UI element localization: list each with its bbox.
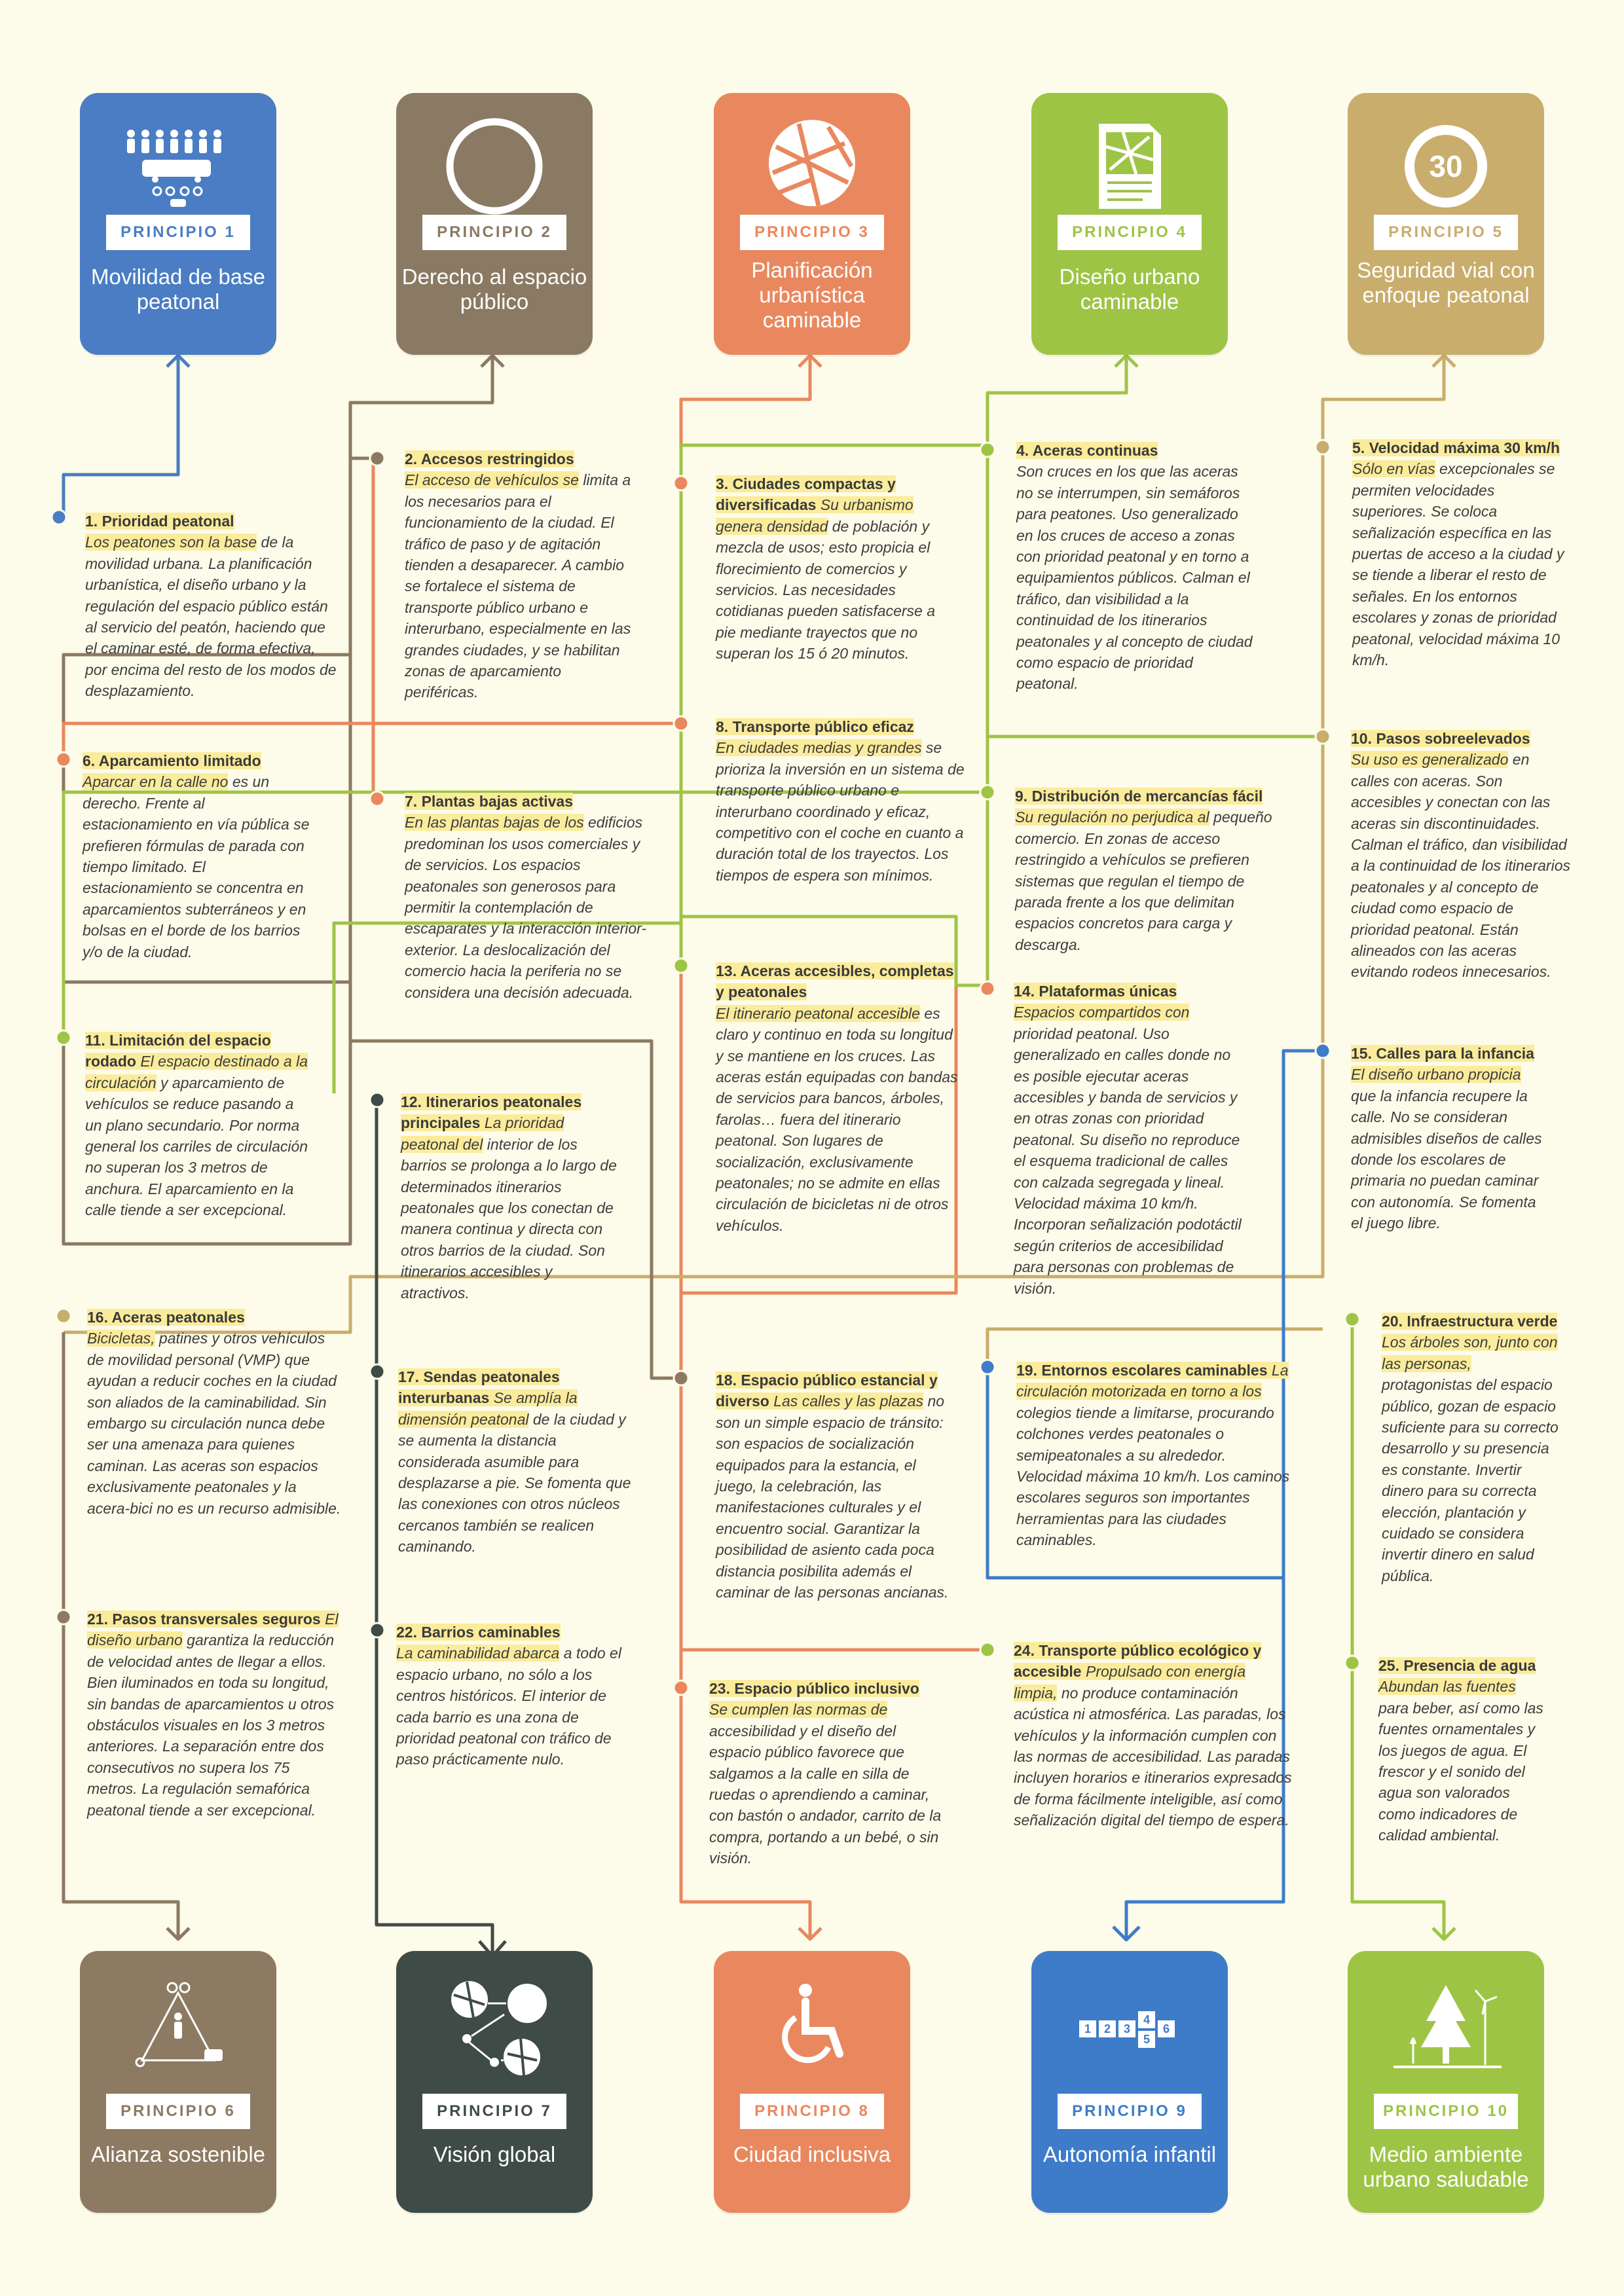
item-text: colegios tiende a limitarse, procurando colchones verdes peatonales o semipeatonales a su alrededor. Velocidad máxima 10 km/h. Los caminos escolares seguros son importantes herramientas para las ciudades caminables. xyxy=(1016,1404,1290,1549)
hopscotch-6: 6 xyxy=(1162,2022,1170,2035)
item-13 xyxy=(716,960,958,1236)
item-text: excepcionales se permiten velocidades superiores. Se coloca señalización específica en las puertas de acceso a la ciudad y se tiende a liberar el resto de señales. En los entornos escolares y zonas de prioridad peatonal, velocidad máxima 10 km/h. xyxy=(1352,460,1564,669)
item-20 xyxy=(1382,1311,1565,1586)
item-text: se prioriza la inversión en un sistema de transporte público urbano e interurbano coordinado y eficaz, competitivo con el coche en cuanto a duración total de los trayectos. Los tiempos de espera son mínimos. xyxy=(716,739,965,884)
item-text: de la movilidad urbana. La planificación urbanística, el diseño urbano y la regulación del espacio público están al servicio del peatón, haciendo que el caminar esté, de forma efectiva, por encima del resto de los modos de desplazamiento. xyxy=(85,534,337,700)
item-text: garantiza la reducción de velocidad antes de llegar a ellos. Bien iluminados en toda su longitud, sin bandas de aparcamientos u otros obstáculos visuales en los 3 metros anteriores. La separación entre dos consecutivos no supera los 75 metros. La regulación semafórica peatonal tiende a ser excepcional. xyxy=(87,1631,335,1819)
item-14 xyxy=(1014,981,1246,1299)
principle-title: Seguridad vial con enfoque peatonal xyxy=(1357,258,1535,307)
item-lead: El diseño urbano xyxy=(87,1611,339,1649)
item-lead: Aparcar en la calle no xyxy=(83,773,229,791)
principle-label: PRINCIPIO 1 xyxy=(106,215,250,250)
item-text: Son cruces en los que las aceras no se interrumpen, sin semáforos para peatones. Uso generalizado en los cruces de acceso a zonas con prioridad peatonal y en torno a equipamientos públicos. Calman el tráfico, dan visibilidad a la continuidad de los itinerarios peatonales y al concepto de ciudad como espacio de prioridad peatonal. xyxy=(1016,463,1253,693)
hopscotch-4: 4 xyxy=(1143,2013,1151,2026)
hopscotch-1: 1 xyxy=(1084,2022,1092,2035)
item-title: 10. Pasos sobreelevados xyxy=(1351,730,1530,747)
speed-limit-text: 30 xyxy=(1429,149,1463,183)
item-5 xyxy=(1352,437,1568,670)
item-lead: Se amplía la dimensión peatonal xyxy=(398,1389,578,1428)
item-text: a todo el espacio urbano, no sólo a los centros históricos. El interior de cada barrio es una zona de prioridad peatonal con tráfico de paso prácticamente nulo. xyxy=(396,1645,621,1768)
item-16 xyxy=(87,1307,342,1519)
principle-7-card xyxy=(396,1951,593,2213)
principle-9-card xyxy=(1031,1951,1228,2213)
principle-label: PRINCIPIO 8 xyxy=(740,2094,884,2129)
item-title: 21. Pasos transversales seguros xyxy=(87,1611,321,1628)
item-text: pequeño comercio. En zonas de acceso restringido a vehículos se prefieren sistemas que regulan el tiempo de parada frente a los que delimitan espacios concretos para carga y descarga. xyxy=(1015,809,1272,953)
item-title: 5. Velocidad máxima 30 km/h xyxy=(1352,439,1560,456)
connector-p1 xyxy=(64,357,178,517)
principle-6-card xyxy=(80,1951,276,2213)
item-lead: Las calles y las plazas xyxy=(769,1393,924,1410)
principle-title: Ciudad inclusiva xyxy=(733,2142,891,2166)
item-10 xyxy=(1351,728,1570,983)
item-lead: Su regulación no perjudica al xyxy=(1015,809,1209,826)
item-23 xyxy=(709,1678,945,1869)
item-lead: La circulación motorizada en torno a los xyxy=(1016,1362,1289,1400)
item-title: 14. Plataformas únicas xyxy=(1014,983,1177,1000)
item-text: no produce contaminación acústica ni atmosférica. Las paradas, los vehículos y la información cumplen con las normas de accesibilidad. Las paradas incluyen horarios e itinerarios expresados de forma fácilmente inteligible, así como señalización digital del tiempo de espera. xyxy=(1014,1684,1292,1829)
principle-title: Diseño urbano caminable xyxy=(1059,264,1200,314)
hopscotch-2: 2 xyxy=(1103,2022,1111,2035)
hopscotch-3: 3 xyxy=(1123,2022,1131,2035)
tree-windmill-icon xyxy=(1348,1965,1544,2096)
item-title: 4. Aceras continuas xyxy=(1016,442,1158,459)
item-19 xyxy=(1016,1360,1291,1551)
connector-p3 xyxy=(681,357,810,478)
item-4 xyxy=(1016,440,1259,695)
principle-title: Autonomía infantil xyxy=(1043,2142,1217,2166)
item-21 xyxy=(87,1609,339,1821)
item-2 xyxy=(405,448,637,703)
item-lead: La caminabilidad abarca xyxy=(396,1645,560,1662)
item-text: en calles con aceras. Son accesibles y conectan con las aceras sin discontinuidades. Calman el tráfico, dan visibilidad a la continuidad de los itinerarios peatonales y al concepto de ciudad como espacio de prioridad peatonal. Están alineados con las aceras evitando rodeos innecesarios. xyxy=(1351,751,1570,981)
principle-title: Alianza sostenible xyxy=(91,2142,265,2166)
item-lead: Los árboles son, junto con las personas, xyxy=(1382,1334,1558,1372)
item-title: 7. Plantas bajas activas xyxy=(405,793,573,810)
item-text: de la ciudad y se aumenta la distancia considerada asumible para desplazarse a pie. Se fomenta que las conexiones con otros núcleos cercanos también se realicen caminando. xyxy=(398,1410,631,1556)
item-lead: Su uso es generalizado xyxy=(1351,751,1509,769)
item-text: para beber, así como las fuentes ornamentales y los juegos de agua. El frescor y el sonido del agua son valorados como indicadores de calidad ambiental. xyxy=(1378,1699,1543,1844)
item-title: 16. Aceras peatonales xyxy=(87,1309,245,1326)
item-title: 1. Prioridad peatonal xyxy=(85,513,234,530)
item-text: patines y otros vehículos de movilidad personal (VMP) que ayudan a reducir coches en la ciudad son aliados de la caminabilidad. Sin embargo su circulación nunca debe ser una amenaza para quienes caminan. Las aceras son espacios exclusivamente peatonales y la acera-bici no es un recurso admisible. xyxy=(87,1330,341,1517)
principle-label: PRINCIPIO 3 xyxy=(740,215,884,250)
connected-maps-icon xyxy=(396,1965,593,2096)
principle-4-card xyxy=(1031,93,1228,355)
item-1 xyxy=(85,511,337,702)
item-title: 9. Distribución de mercancías fácil xyxy=(1015,788,1263,805)
item-title: 6. Aparcamiento limitado xyxy=(83,752,261,769)
item-title: 3. Ciudades compactas y diversificadas xyxy=(716,475,896,514)
item-title: 8. Transporte público eficaz xyxy=(716,718,914,735)
item-text: que la infancia recupere la calle. No se consideran admisibles diseños de calles donde los escolares de primaria no puedan caminar con autonomía. Se fomenta el juego libre. xyxy=(1351,1087,1542,1232)
item-22 xyxy=(396,1622,635,1770)
item-lead: Espacios compartidos con xyxy=(1014,1004,1190,1021)
item-title: 18. Espacio público estancial y diverso xyxy=(716,1372,938,1410)
principle-8-card xyxy=(714,1951,910,2213)
item-lead: El acceso de vehículos se xyxy=(405,471,579,489)
item-text: es un derecho. Frente al estacionamiento en vía pública se prefieren fórmulas de parada con tiempo limitado. El estacionamiento se concentra en aparcamientos subterráneos y en bolsas en el borde de los barrios y/o de la ciudad. xyxy=(83,773,310,960)
item-11 xyxy=(85,1030,311,1221)
principle-title: Movilidad de base peatonal xyxy=(91,264,265,314)
item-title: 22. Barrios caminables xyxy=(396,1624,561,1641)
item-title: 12. Itinerarios peatonales principales xyxy=(401,1093,582,1132)
item-title: 2. Accesos restringidos xyxy=(405,450,574,467)
principle-5-card xyxy=(1348,93,1544,355)
item-lead: Su urbanismo genera densidad xyxy=(716,496,913,535)
item-lead: El itinerario peatonal accesible xyxy=(716,1004,920,1022)
item-title: 13. Aceras accesibles, completas y peatonales xyxy=(716,962,954,1001)
item-6 xyxy=(83,750,312,962)
principle-title: Planificación urbanística caminable xyxy=(751,258,873,332)
item-lead: Propulsado con energía limpia, xyxy=(1014,1663,1246,1702)
item-25 xyxy=(1378,1655,1549,1846)
item-text: prioridad peatonal. Uso generalizado en calles donde no es posible ejecutar aceras accesibles y banda de servicios y en otras zonas con prioridad peatonal. Su diseño no reproduce el esquema tradicional de calles con calzada segregada y lineal. Velocidad máxima 10 km/h. Incorporan señalización podotáctil según criterios de accesibilidad para personas con problemas de visión. xyxy=(1014,1025,1242,1297)
item-text: limita a los necesarios para el funcionamiento de la ciudad. El tráfico de paso y de agitación tienden a desaparecer. A cambio se fortalece el sistema de transporte público urbano e interurbano, especialmente en las grandes ciudades, y se habilitan zonas de aparcamiento periféricas. xyxy=(405,471,631,701)
principle-2-card xyxy=(396,93,593,355)
item-lead: El espacio destinado a la circulación xyxy=(85,1053,308,1091)
hopscotch-5: 5 xyxy=(1143,2033,1151,2046)
item-title: 15. Calles para la infancia xyxy=(1351,1045,1534,1062)
item-lead: Los peatones son la base xyxy=(85,534,257,551)
wheelchair-icon xyxy=(714,1965,910,2096)
item-title: 17. Sendas peatonales interurbanas xyxy=(398,1368,560,1407)
principle-title: Medio ambiente urbano saludable xyxy=(1363,2142,1529,2191)
item-text: interior de los barrios se prolonga a lo largo de determinados itinerarios peatonales que los conectan de manera continua y directa con otros barrios de la ciudad. Son itinerarios accesibles y atractivos. xyxy=(401,1135,617,1302)
item-lead: Abundan las fuentes xyxy=(1378,1678,1516,1696)
principle-label: PRINCIPIO 5 xyxy=(1374,215,1518,250)
item-text: no son un simple espacio de tránsito: son espacios de socialización equipados para la estancia, el juego, la celebración, las manifestaciones culturales y el encuentro social. Garantizar la posibilidad de asiento cada poca distancia posibilita además el caminar de las personas ancianas. xyxy=(716,1393,949,1601)
principle-label: PRINCIPIO 4 xyxy=(1058,215,1202,250)
item-24 xyxy=(1014,1640,1292,1831)
item-text: protagonistas del espacio público, gozan de espacio suficiente para su correcto desarrollo y su presencia es constante. Invertir dinero para su correcta elección, plantación y cuidado se considera invertir dinero en salud pública. xyxy=(1382,1376,1559,1584)
item-lead: En ciudades medias y grandes xyxy=(716,739,922,757)
principle-label: PRINCIPIO 2 xyxy=(422,215,566,250)
principle-3-card xyxy=(714,93,910,355)
principle-title: Visión global xyxy=(433,2142,556,2166)
item-text: de población y mezcla de usos; esto propicia el florecimiento de comercios y servicios. Las necesidades cotidianas pueden satisfacerse a pie mediante trayectos que no superan los 15 ó 20 minutos. xyxy=(716,517,935,663)
item-9 xyxy=(1015,786,1290,955)
item-title: 11. Limitación del espacio rodado xyxy=(85,1032,271,1070)
item-lead: En las plantas bajas de los xyxy=(405,814,584,831)
principle-title: Derecho al espacio público xyxy=(401,264,587,314)
item-3 xyxy=(716,473,955,665)
item-12 xyxy=(401,1091,620,1303)
item-lead: Se cumplen las normas de xyxy=(709,1701,888,1719)
item-title: 24. Transporte público ecológico y accesible xyxy=(1014,1642,1262,1681)
item-text: edificios predominan los usos comerciales y de servicios. Los espacios peatonales son generosos para permitir la contemplación de escaparates y la interacción interior-exterior. La deslocalización del comercio hacia la periferia no se considera una decisión adecuada. xyxy=(405,814,647,1001)
principle-label: PRINCIPIO 10 xyxy=(1374,2094,1518,2129)
item-lead: El diseño urbano propicia xyxy=(1351,1066,1521,1084)
people-row xyxy=(127,130,221,153)
principle-1-card xyxy=(80,93,276,355)
item-title: 19. Entornos escolares caminables xyxy=(1016,1362,1268,1379)
item-lead: La prioridad peatonal del xyxy=(401,1114,564,1153)
bike-person-bus-triangle-icon xyxy=(80,1965,276,2096)
item-title: 25. Presencia de agua xyxy=(1378,1657,1536,1674)
hopscotch-icon xyxy=(1031,1965,1228,2096)
item-7 xyxy=(405,791,652,1003)
principle-10-card xyxy=(1348,1951,1544,2213)
item-text: es claro y continuo en toda su longitud y se mantiene en los cruces. Las aceras están equipadas con bandas de servicios para bancos, árboles, farolas… fuera del itinerario peatonal. Son lugares de socialización, exclusivamente peatonales; no se admite en ellas circulación de bicicletas ni de otros vehículos. xyxy=(716,1004,958,1234)
item-lead: Sólo en vías xyxy=(1352,460,1435,478)
item-title: 20. Infraestructura verde xyxy=(1382,1313,1558,1330)
item-lead: Bicicletas, xyxy=(87,1330,155,1347)
principle-label: PRINCIPIO 6 xyxy=(106,2094,250,2129)
item-text: y aparcamiento de vehículos se reduce pasando a un plano secundario. Por norma general los carriles de circulación no superan los 3 metros de anchura. El aparcamiento en la calle tiende a ser excepcional. xyxy=(85,1074,308,1219)
item-text: accesibilidad y el diseño del espacio público favorece que salgamos a la calle en silla de ruedas o aprendiendo a caminar, con bastón o andador, carrito de la compra, portando a un bebé, o sin visión. xyxy=(709,1722,942,1867)
item-17 xyxy=(398,1366,634,1558)
item-8 xyxy=(716,716,965,886)
item-15 xyxy=(1351,1043,1544,1234)
principle-label: PRINCIPIO 9 xyxy=(1058,2094,1202,2129)
item-title: 23. Espacio público inclusivo xyxy=(709,1680,919,1697)
item-18 xyxy=(716,1370,958,1603)
principle-label: PRINCIPIO 7 xyxy=(422,2094,566,2129)
